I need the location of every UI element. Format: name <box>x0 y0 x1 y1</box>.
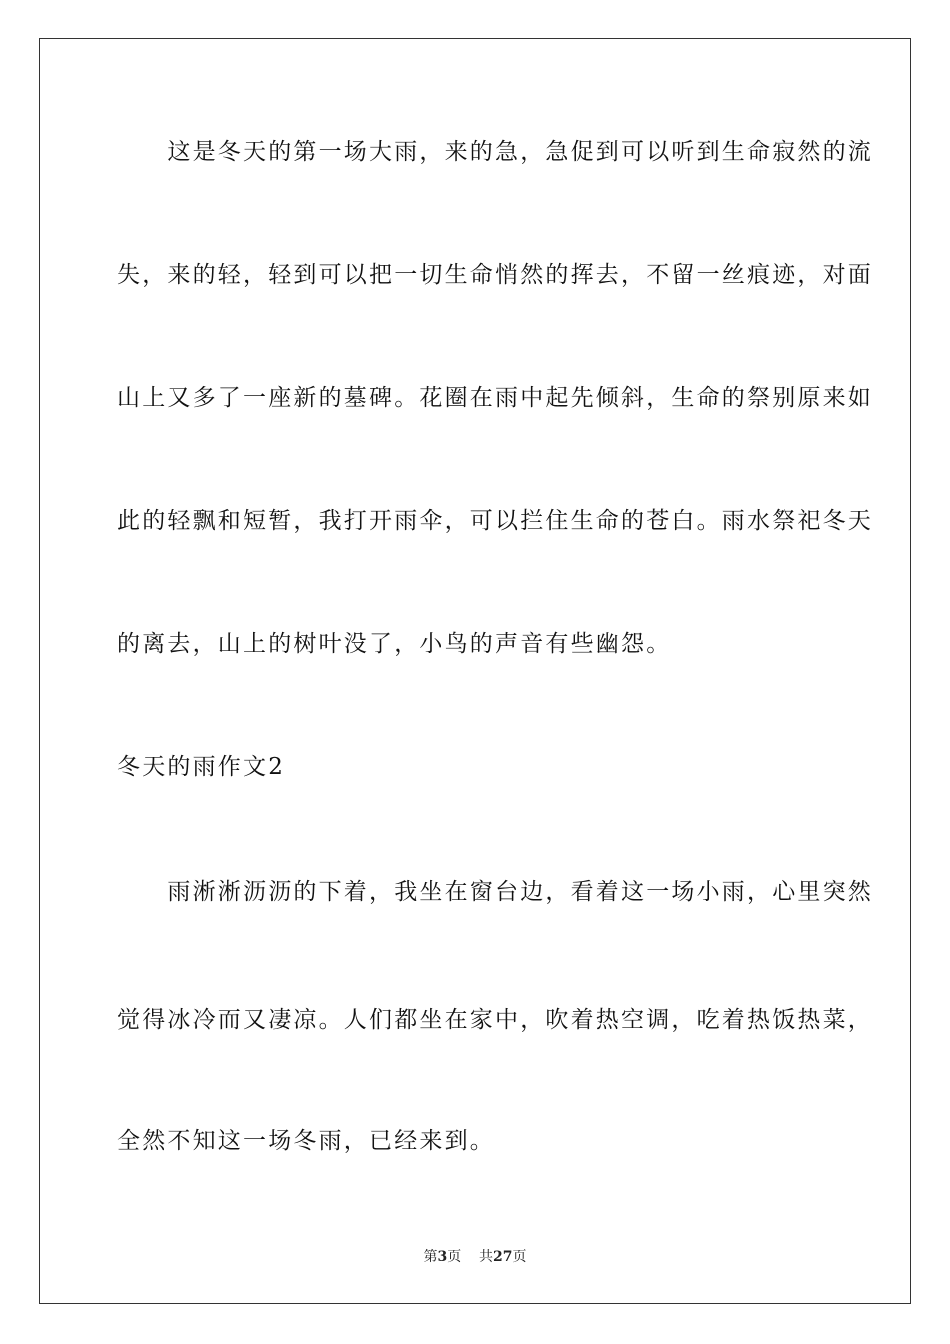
paragraph-line: 全然不知这一场冬雨，已经来到。 <box>117 1128 495 1154</box>
total-suffix: 页 <box>512 1249 527 1265</box>
paragraph-line: 失，来的轻，轻到可以把一切生命悄然的挥去，不留一丝痕迹，对面 <box>117 262 873 288</box>
total-pages: 27 <box>493 1249 513 1265</box>
paragraph-line: 雨淅淅沥沥的下着，我坐在窗台边，看着这一场小雨，心里突然 <box>117 879 873 905</box>
paragraph-line: 山上又多了一座新的墓碑。花圈在雨中起先倾斜，生命的祭别原来如 <box>117 385 873 411</box>
paragraph-line: 的离去，山上的树叶没了，小鸟的声音有些幽怨。 <box>117 631 672 657</box>
paragraph-line: 这是冬天的第一场大雨，来的急，急促到可以听到生命寂然的流 <box>117 139 873 165</box>
page-border <box>39 38 911 1304</box>
paragraph-line: 此的轻飘和短暂，我打开雨伞，可以拦住生命的苍白。雨水祭祀冬天 <box>117 508 873 534</box>
page-prefix: 第 <box>423 1249 438 1265</box>
section-heading: 冬天的雨作文2 <box>117 754 286 780</box>
page-number: 3 <box>437 1249 448 1265</box>
page-footer <box>0 1248 950 1266</box>
paragraph-line: 觉得冰冷而又凄凉。人们都坐在家中，吹着热空调，吃着热饭热菜， <box>117 1007 873 1033</box>
page-suffix: 页 <box>447 1249 462 1265</box>
total-prefix: 共 <box>479 1249 494 1265</box>
